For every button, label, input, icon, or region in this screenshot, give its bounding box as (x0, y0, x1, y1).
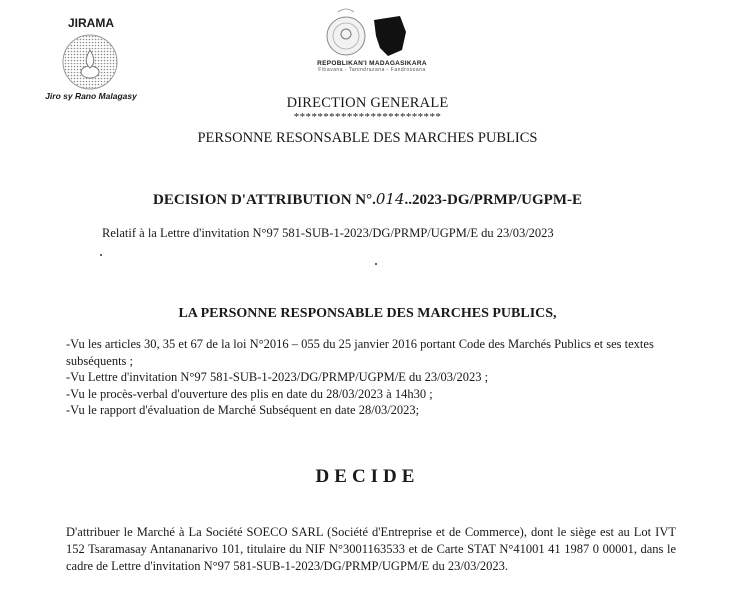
decision-title-suffix: ..2023-DG/PRMP/UGPM-E (404, 192, 582, 208)
jirama-name: JIRAMA (67, 16, 114, 30)
republic-seal-icon (322, 6, 412, 62)
list-item: -Vu le procès-verbal d'ouverture des plis en date du 28/03/2023 à 14h30 ; (66, 386, 433, 401)
republic-motto: Fitiavana - Tanindrazana - Fandrosoana (318, 67, 426, 73)
stray-dot (375, 263, 377, 265)
decision-title-prefix: DECISION D'ATTRIBUTION N°. (153, 192, 376, 208)
direction-heading: DIRECTION GENERALE (286, 95, 449, 111)
decision-body: D'attribuer le Marché à La Société SOECO SARL (Société d'Entreprise et de Commerce), dont le siège est au Lot IVT 152 Tsaramasay Antananarivo 101, titulaire du NIF N°3001163533 et de Carte STAT N°41001 41 1987 0 00001, dans le cadre de Lettre d'invitation N°97 581-SUB-1-2023/DG/PRMP/UGPM/E du 23/03/2023. (66, 525, 676, 573)
authority-heading: LA PERSONNE RESPONSABLE DES MARCHES PUBLICS, (178, 306, 557, 321)
madagascar-map-icon (374, 16, 406, 56)
decision-number: 014 (375, 190, 405, 208)
list-item: -Vu les articles 30, 35 et 67 de la loi N°2016 – 055 du 25 janvier 2016 portant Code des Marchés Publics et ses textes subséquents ; (66, 337, 654, 368)
list-item: -Vu Lettre d'invitation N°97 581-SUB-1-2023/DG/PRMP/UGPM/E du 23/03/2023 ; (66, 370, 489, 384)
republic-name: REPOBLIKAN'I MADAGASIKARA (317, 60, 427, 67)
vu-list (66, 336, 686, 419)
jirama-slogan: Jiro sy Rano Malagasy (45, 91, 137, 101)
prmp-heading: PERSONNE RESONSABLE DES MARCHES PUBLICS (197, 130, 538, 146)
stars-divider: ************************* (293, 111, 442, 123)
relatif-line: Relatif à la Lettre d'invitation N°97 581-SUB-1-2023/DG/PRMP/UGPM/E du 23/03/2023 (102, 226, 554, 240)
list-item: -Vu le rapport d'évaluation de Marché Subséquent en date 28/03/2023; (66, 403, 420, 417)
decide-heading: DECIDE (315, 466, 420, 487)
decision-title (0, 190, 735, 209)
jirama-logo-icon (52, 32, 128, 92)
stray-dot (100, 254, 102, 256)
